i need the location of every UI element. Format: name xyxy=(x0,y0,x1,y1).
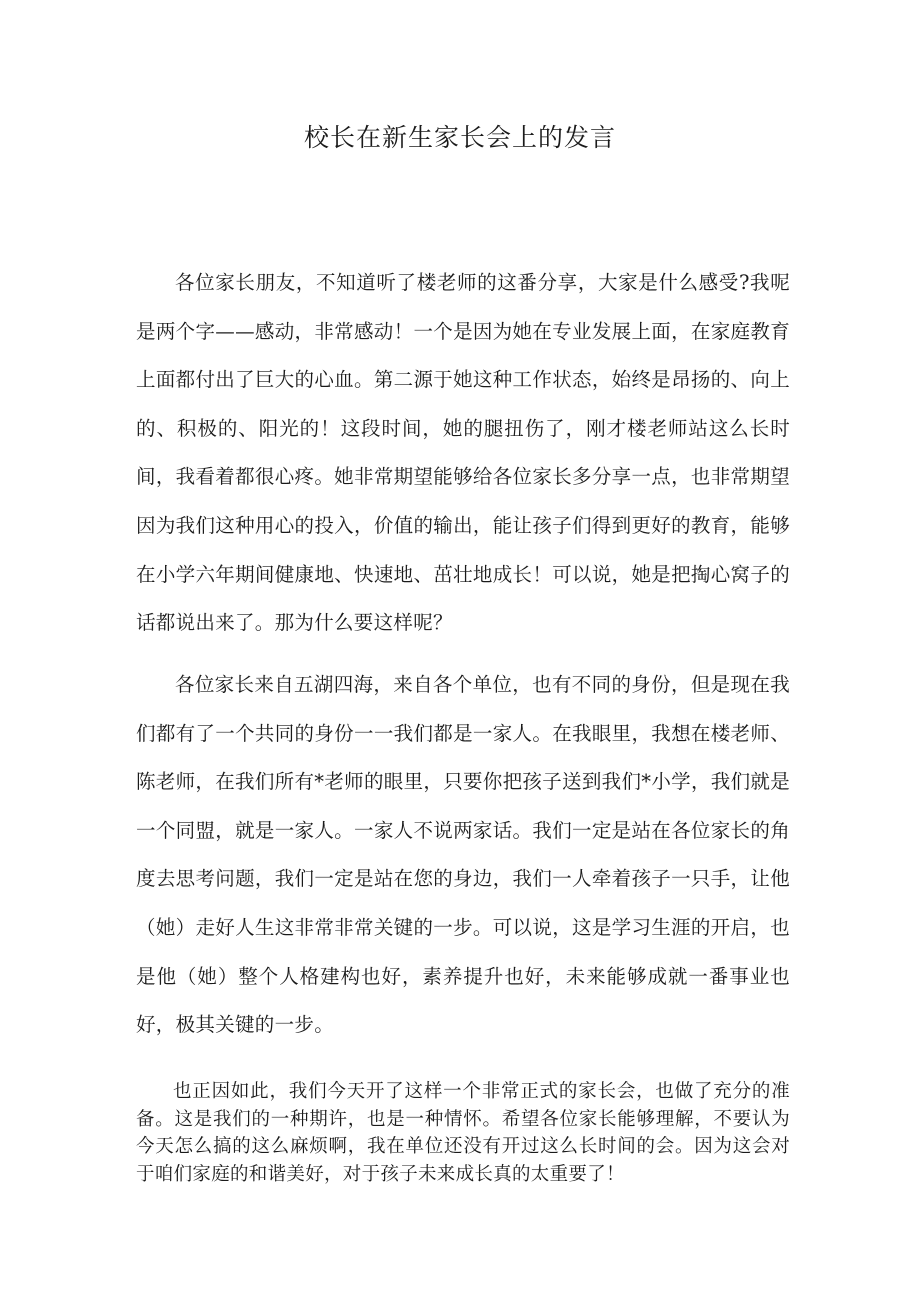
paragraph-3: 也正因如此，我们今天开了这样一个非常正式的家长会，也做了充分的准备。这是我们的一种期许，也是一种情怀。希望各位家长能够理解，不要认为今天怎么搞的这么麻烦啊，我在单位还没有开过这么长时间的会。因为这会对于咱们家庭的和谐美好，对于孩子未来成长真的太重要了！ xyxy=(136,1081,790,1185)
paragraph-1: 各位家长朋友，不知道听了楼老师的这番分享，大家是什么感受?我呢是两个字——感动，非常感动！一个是因为她在专业发展上面，在家庭教育上面都付出了巨大的心血。第二源于她这种工作状态，始终是昂扬的、向上的、积极的、阳光的！这段时间，她的腿扭伤了，刚才楼老师站这么长时间，我看着都很心疼。她非常期望能够给各位家长多分享一点，也非常期望因为我们这种用心的投入，价值的输出，能让孩子们得到更好的教育，能够在小学六年期间健康地、快速地、茁壮地成长！可以说，她是把掏心窝子的话都说出来了。那为什么要这样呢？ xyxy=(136,271,790,635)
document-title: 校长在新生家长会上的发言 xyxy=(303,123,616,152)
paragraph-2: 各位家长来自五湖四海，来自各个单位，也有不同的身份，但是现在我们都有了一个共同的身份一一我们都是一家人。在我眼里，我想在楼老师、陈老师，在我们所有*老师的眼里，只要你把孩子送到我们*小学，我们就是一个同盟，就是一家人。一家人不说两家话。我们一定是站在各位家长的角度去思考问题，我们一定是站在您的身边，我们一人牵着孩子一只手，让他（她）走好人生这非常非常关键的一步。可以说，这是学习生涯的开启，也是他（她）整个人格建构也好，素养提升也好，未来能够成就一番事业也好，极其关键的一步。 xyxy=(136,673,790,1037)
